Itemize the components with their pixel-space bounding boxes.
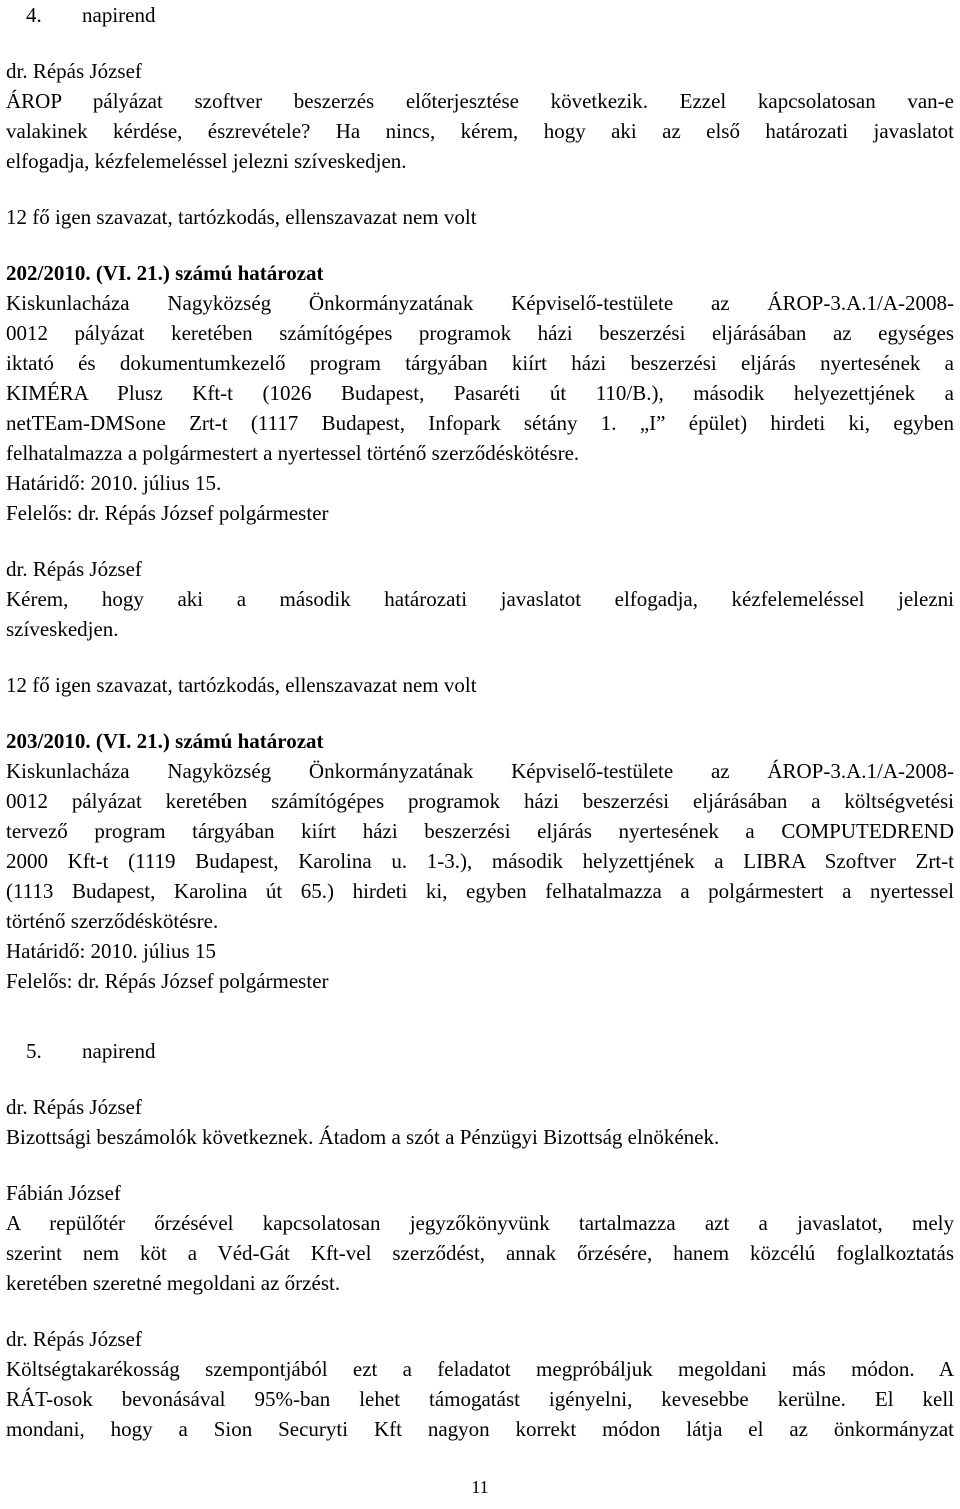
vote-result-1: 12 fő igen szavazat, tartózkodás, ellenszavazat nem volt <box>6 205 477 229</box>
speech-block-2 <box>6 554 954 644</box>
document-page <box>6 0 954 1444</box>
resolution-line: KIMÉRA Plusz Kft-t (1026 Budapest, Pasaréti út 110/B.), második helyezettjének a <box>6 381 954 405</box>
agenda-heading-4 <box>26 0 954 30</box>
speaker-name: dr. Répás József <box>6 557 142 581</box>
agenda-number: 5. <box>26 1039 42 1063</box>
speech-line: A repülőtér őrzésével kapcsolatosan jegyzőkönyvünk tartalmazza azt a javaslatot, mely <box>6 1211 954 1235</box>
speaker-name: dr. Répás József <box>6 1327 142 1351</box>
resolution-title: 203/2010. (VI. 21.) számú határozat <box>6 729 324 753</box>
agenda-heading-5 <box>26 1036 954 1066</box>
resolution-line: 0012 pályázat keretében számítógépes programok házi beszerzési eljárásában az egységes <box>6 321 954 345</box>
speech-line: ÁROP pályázat szoftver beszerzés előterjesztése következik. Ezzel kapcsolatosan van-e <box>6 89 954 113</box>
resolution-line: tervező program tárgyában kiírt házi beszerzési eljárás nyertesének a COMPUTEDREND <box>6 819 954 843</box>
speech-line: szíveskedjen. <box>6 617 119 641</box>
resolution-line: (1113 Budapest, Karolina út 65.) hirdeti ki, egyben felhatalmazza a polgármestert a nyertessel <box>6 879 954 903</box>
agenda-title: napirend <box>82 3 156 27</box>
resolution-deadline: Határidő: 2010. július 15. <box>6 471 222 495</box>
resolution-line: 0012 pályázat keretében számítógépes programok házi beszerzési eljárásában a költségvetési <box>6 789 954 813</box>
speech-block-3 <box>6 1092 954 1152</box>
speech-line: keretében szeretné megoldani az őrzést. <box>6 1271 341 1295</box>
speaker-name: dr. Répás József <box>6 1095 142 1119</box>
resolution-line: netTEam-DMSone Zrt-t (1117 Budapest, Infopark sétány 1. „I” épület) hirdeti ki, egyben <box>6 411 954 435</box>
speech-block-5 <box>6 1324 954 1444</box>
speech-line: mondani, hogy a Sion Securyti Kft nagyon korrekt módon látja el az önkormányzat <box>6 1417 954 1441</box>
agenda-number: 4. <box>26 3 42 27</box>
speech-line: szerint nem köt a Véd-Gát Kft-vel szerződést, annak őrzésére, hanem közcélú foglalkoztatás <box>6 1241 954 1265</box>
resolution-responsible: Felelős: dr. Répás József polgármester <box>6 501 329 525</box>
speaker-name: Fábián József <box>6 1181 121 1205</box>
resolution-title: 202/2010. (VI. 21.) számú határozat <box>6 261 324 285</box>
speech-line: Bizottsági beszámolók következnek. Átadom a szót a Pénzügyi Bizottság elnökének. <box>6 1125 720 1149</box>
speech-block-4 <box>6 1178 954 1298</box>
speech-line: valakinek kérdése, észrevétele? Ha nincs, kérem, hogy aki az első határozati javaslatot <box>6 119 954 143</box>
page-number: 11 <box>471 1477 489 1497</box>
speech-line: Kérem, hogy aki a második határozati javaslatot elfogadja, kézfelemeléssel jelezni <box>6 587 954 611</box>
resolution-line: történő szerződéskötésre. <box>6 909 219 933</box>
resolution-line: felhatalmazza a polgármestert a nyertessel történő szerződéskötésre. <box>6 441 580 465</box>
resolution-203 <box>6 726 954 996</box>
resolution-line: iktató és dokumentumkezelő program tárgyában kiírt házi beszerzési eljárás nyertesének a <box>6 351 954 375</box>
resolution-line: Kiskunlacháza Nagyközség Önkormányzatának Képviselő-testülete az ÁROP-3.A.1/A-2008- <box>6 759 954 783</box>
resolution-line: 2000 Kft-t (1119 Budapest, Karolina u. 1-3.), második helyzettjének a LIBRA Szoftver Zrt-t <box>6 849 954 873</box>
resolution-202 <box>6 258 954 528</box>
speech-line: Költségtakarékosság szempontjából ezt a feladatot megpróbáljuk megoldani más módon. A <box>6 1357 954 1381</box>
vote-result-2: 12 fő igen szavazat, tartózkodás, ellenszavazat nem volt <box>6 673 477 697</box>
agenda-title: napirend <box>82 1039 156 1063</box>
resolution-responsible: Felelős: dr. Répás József polgármester <box>6 969 329 993</box>
speech-line: RÁT-osok bevonásával 95%-ban lehet támogatást igényelni, kevesebbe kerülne. El kell <box>6 1387 954 1411</box>
speaker-name: dr. Répás József <box>6 59 142 83</box>
resolution-line: Kiskunlacháza Nagyközség Önkormányzatának Képviselő-testülete az ÁROP-3.A.1/A-2008- <box>6 291 954 315</box>
speech-line: elfogadja, kézfelemeléssel jelezni szíveskedjen. <box>6 149 407 173</box>
resolution-deadline: Határidő: 2010. július 15 <box>6 939 216 963</box>
speech-block-1 <box>6 56 954 176</box>
